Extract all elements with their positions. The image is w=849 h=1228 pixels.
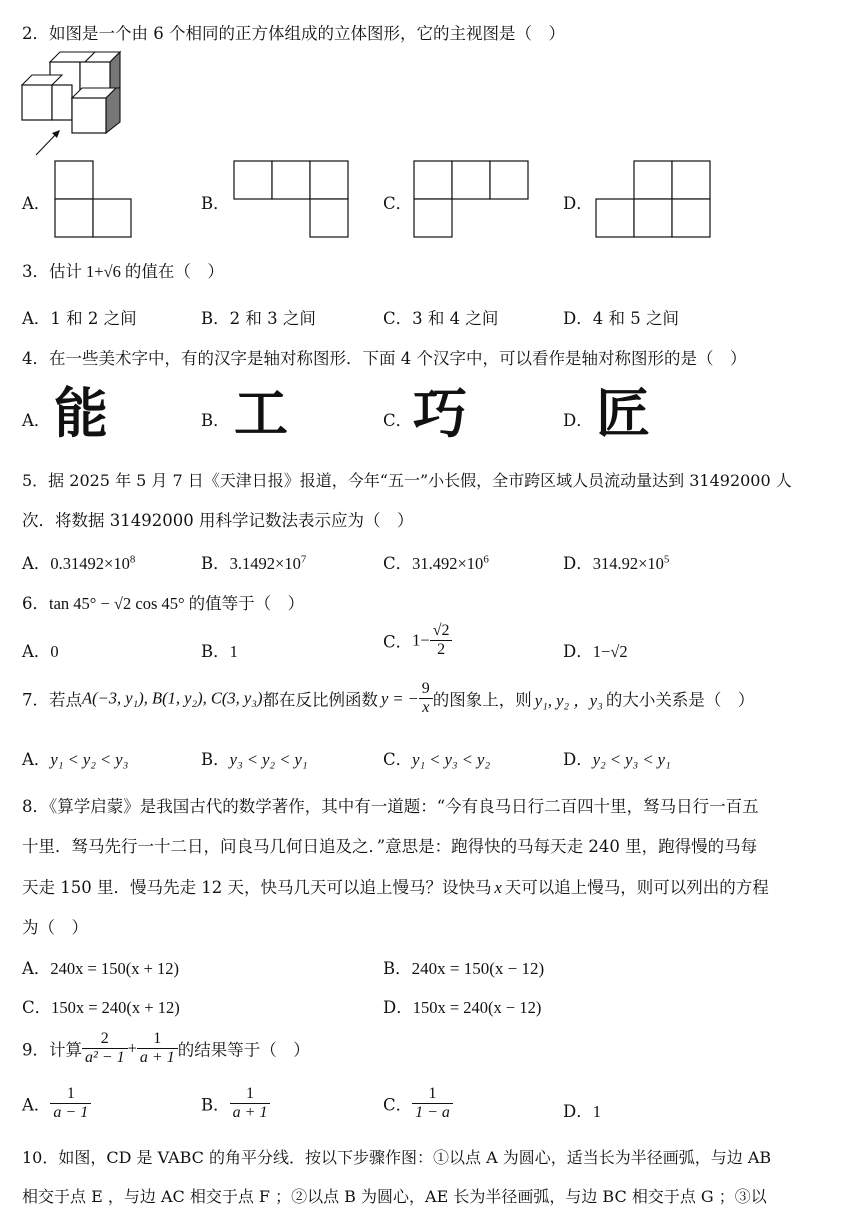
q3-option-a[interactable]: A．1 和 2 之间 — [22, 309, 137, 328]
q5-option-c[interactable] — [383, 550, 489, 574]
q7-option-b-expr: y₃ < y₂ < y₁ — [229, 750, 308, 769]
q3-stem-pre: 3．估计 — [22, 262, 82, 281]
q9-f1-den: a² − 1 — [85, 1049, 125, 1066]
q5-option-a-base: 0.31492×10 — [50, 554, 130, 573]
q7-option-a-label: A． — [22, 750, 51, 769]
q4-stem: 4．在一些美术字中，有的汉字是轴对称图形．下面 4 个汉字中，可以看作是轴对称图形的是（ ） — [22, 349, 747, 368]
q9-option-d-label: D． — [563, 1102, 593, 1121]
q3-option-c[interactable]: C．3 和 4 之间 — [383, 309, 499, 328]
q9-plus: + — [127, 1038, 137, 1058]
q6-option-c-fraction — [430, 622, 453, 659]
q9-option-b-fraction — [230, 1085, 271, 1122]
q5-option-a[interactable] — [22, 550, 135, 574]
q3-option-d[interactable]: D．4 和 5 之间 — [563, 309, 679, 328]
q9-post-text: 的结果等于（ ） — [177, 1040, 310, 1060]
q5-option-d-base: 314.92×10 — [592, 554, 664, 573]
q9-option-b-label: B． — [201, 1095, 230, 1115]
q3-option-b[interactable]: B．2 和 3 之间 — [201, 309, 316, 328]
q7-function-fraction — [419, 680, 433, 717]
q5-option-d-exp: 5 — [663, 553, 670, 566]
q7-variables: y₁, y₂ ，y₃ — [534, 690, 603, 710]
q2-option-a-label[interactable]: A． — [22, 194, 51, 213]
q8-stem-line4: 为（ ） — [22, 918, 88, 937]
q2-option-d-label[interactable]: D． — [563, 194, 593, 213]
q9-option-a-fraction — [50, 1085, 91, 1122]
q7-stem — [22, 680, 754, 717]
q5-option-c-label: C． — [383, 554, 413, 573]
q2-option-a-figure[interactable] — [54, 160, 134, 240]
q7-end-text: 的大小关系是（ ） — [605, 690, 755, 710]
q7-frac-den: x — [422, 699, 430, 716]
q2-stem: 2．如图是一个由 6 个相同的正方体组成的立体图形，它的主视图是（ ） — [22, 24, 565, 43]
q8-option-b-eq: 240x = 150(x − 12) — [411, 959, 545, 978]
q6-option-c-prefix: 1− — [412, 630, 430, 650]
q2-option-c-figure[interactable] — [413, 160, 533, 240]
q2-option-d-figure[interactable] — [595, 160, 715, 240]
q9-option-c[interactable] — [383, 1085, 453, 1122]
q7-option-b-label: B． — [201, 750, 230, 769]
q8-stem-line3 — [22, 874, 769, 898]
q8-option-a-label: A． — [22, 959, 51, 978]
q2-option-c-label[interactable]: C． — [383, 194, 413, 213]
q4-option-a-label[interactable]: A． — [22, 411, 51, 430]
q8-option-a-eq: 240x = 150(x + 12) — [50, 959, 180, 978]
q8-stem-line1: 8．《算学启蒙》是我国古代的数学著作，其中有一道题：“今有良马日行二百四十里，驽马日行一百五 — [22, 797, 759, 816]
q3-stem-post: 的值在（ ） — [124, 262, 224, 281]
q4-option-c-label[interactable]: C． — [383, 411, 413, 430]
q7-option-d-expr: y₂ < y₃ < y₁ — [592, 750, 671, 769]
q6-option-c[interactable] — [383, 622, 452, 659]
q5-option-c-base: 31.492×10 — [412, 554, 484, 573]
q9-option-c-den: 1 − a — [415, 1104, 450, 1121]
q9-option-d[interactable] — [563, 1098, 601, 1122]
q9-option-a[interactable] — [22, 1085, 91, 1122]
q9-option-b-den: a + 1 — [232, 1104, 268, 1121]
q9-fraction-2 — [137, 1030, 178, 1067]
q9-option-a-label: A． — [22, 1095, 51, 1115]
q9-option-c-fraction — [412, 1085, 453, 1122]
q9-stem — [22, 1030, 310, 1067]
q7-points: A(−3, y₁), B(1, y₂), C(3, y₃) — [82, 688, 263, 708]
q6-option-b-label: B． — [201, 642, 230, 661]
q5-option-d[interactable] — [563, 550, 669, 574]
q6-option-b-value: 1 — [229, 642, 238, 661]
q5-option-b[interactable] — [201, 550, 306, 574]
q5-option-c-exp: 6 — [483, 553, 489, 566]
q4-option-a-char[interactable]: 能 — [54, 382, 108, 445]
q3-expression: 1+√6 — [86, 262, 121, 281]
q7-option-a[interactable] — [22, 746, 128, 770]
q6-option-a-value: 0 — [50, 642, 59, 661]
q4-option-b-char[interactable]: 工 — [234, 382, 288, 445]
q9-f2-den: a + 1 — [139, 1049, 175, 1066]
q6-stem — [22, 590, 304, 614]
q4-option-c-char[interactable]: 巧 — [413, 382, 467, 445]
q7-option-d[interactable] — [563, 746, 671, 770]
q6-number: 6． — [22, 594, 49, 613]
q8-line3-var: x — [494, 878, 502, 897]
q7-function-prefix: y = − — [380, 688, 419, 708]
q6-option-c-label: C． — [383, 632, 413, 652]
q9-option-b-num: 1 — [230, 1085, 271, 1104]
q5-stem-line1: 5．据 2025 年 5 月 7 日《天津日报》报道，今年“五一”小长假，全市跨区域人员流动量达到 31492000 人 — [22, 471, 792, 490]
q9-f1-num: 2 — [82, 1030, 128, 1049]
q7-option-c-label: C． — [383, 750, 413, 769]
q9-option-c-label: C． — [383, 1095, 413, 1115]
q9-fraction-1 — [82, 1030, 128, 1067]
q6-option-a-label: A． — [22, 642, 51, 661]
q7-number: 7．若点 — [22, 690, 82, 710]
q8-option-b[interactable] — [383, 955, 544, 979]
q2-option-b-figure[interactable] — [233, 160, 353, 240]
q5-option-a-exp: 8 — [129, 553, 136, 566]
q6-option-c-frac-den: 2 — [437, 641, 446, 658]
q3-stem — [22, 258, 224, 282]
q8-option-c[interactable] — [22, 994, 180, 1018]
q9-option-d-value: 1 — [592, 1102, 601, 1121]
q9-option-a-den: a − 1 — [53, 1104, 89, 1121]
q8-option-a[interactable] — [22, 955, 179, 979]
q7-frac-num: 9 — [419, 680, 433, 699]
q8-line3-pre: 天走 150 里．慢马先走 12 天，快马几天可以追上慢马？设快马 — [22, 878, 492, 897]
q5-option-b-exp: 7 — [300, 553, 307, 566]
q5-option-b-label: B． — [201, 554, 230, 573]
q8-line3-post: 天可以追上慢马，则可以列出的方程 — [504, 878, 769, 897]
q8-option-c-label: C． — [22, 998, 52, 1017]
q5-stem-line2: 次．将数据 31492000 用科学记数法表示应为（ ） — [22, 511, 414, 530]
q5-option-b-base: 3.1492×10 — [229, 554, 301, 573]
q9-option-a-num: 1 — [50, 1085, 91, 1104]
q6-option-d-value: 1−√2 — [592, 642, 628, 661]
q6-option-a[interactable] — [22, 638, 59, 662]
q6-option-b[interactable] — [201, 638, 238, 662]
q6-option-d-label: D． — [563, 642, 593, 661]
q8-option-c-eq: 150x = 240(x + 12) — [51, 998, 180, 1017]
q7-option-a-expr: y₁ < y₂ < y₃ — [50, 750, 129, 769]
q6-option-d[interactable] — [563, 638, 628, 662]
q8-stem-line2: 十里．驽马先行一十二日，问良马几何日追及之．”意思是：跑得快的马每天走 240 里，跑得慢的马每 — [22, 837, 758, 856]
q7-option-d-label: D． — [563, 750, 593, 769]
q6-stem-post: 的值等于（ ） — [188, 594, 305, 613]
q2-solid-figure — [20, 50, 130, 160]
q9-option-b[interactable] — [201, 1085, 270, 1122]
q5-option-d-label: D． — [563, 554, 593, 573]
q4-option-b-label[interactable]: B． — [201, 411, 230, 430]
q8-option-d-eq: 150x = 240(x − 12) — [412, 998, 542, 1017]
q8-option-b-label: B． — [383, 959, 412, 978]
q7-post-text: 的图象上，则 — [432, 690, 532, 710]
q7-mid-text: 都在反比例函数 — [262, 690, 378, 710]
q8-option-d-label: D． — [383, 998, 413, 1017]
q4-option-d-char[interactable]: 匠 — [596, 382, 650, 445]
q5-option-a-label: A． — [22, 554, 51, 573]
q9-f2-num: 1 — [137, 1030, 178, 1049]
q7-option-c[interactable] — [383, 746, 490, 770]
q6-expression: tan 45° − √2 cos 45° — [49, 594, 185, 613]
q9-option-c-num: 1 — [412, 1085, 453, 1104]
q10-stem-line2: 相交于点 E ，与边 AC 相交于点 F ；②以点 B 为圆心，AE 长为半径画弧，与边 BC 相交于点 G ；③以 — [22, 1187, 767, 1206]
q6-option-c-frac-num: √2 — [430, 622, 453, 641]
q10-stem-line1: 10．如图，CD 是 VABC 的角平分线．按以下步骤作图：①以点 A 为圆心，适当长为半径画弧，与边 AB — [22, 1148, 772, 1167]
q4-option-d-label[interactable]: D． — [563, 411, 593, 430]
q2-option-b-label[interactable]: B． — [201, 194, 230, 213]
q9-number: 9．计算 — [22, 1040, 82, 1060]
q8-option-d[interactable] — [383, 994, 541, 1018]
q7-option-b[interactable] — [201, 746, 308, 770]
q7-option-c-expr: y₁ < y₃ < y₂ — [412, 750, 491, 769]
